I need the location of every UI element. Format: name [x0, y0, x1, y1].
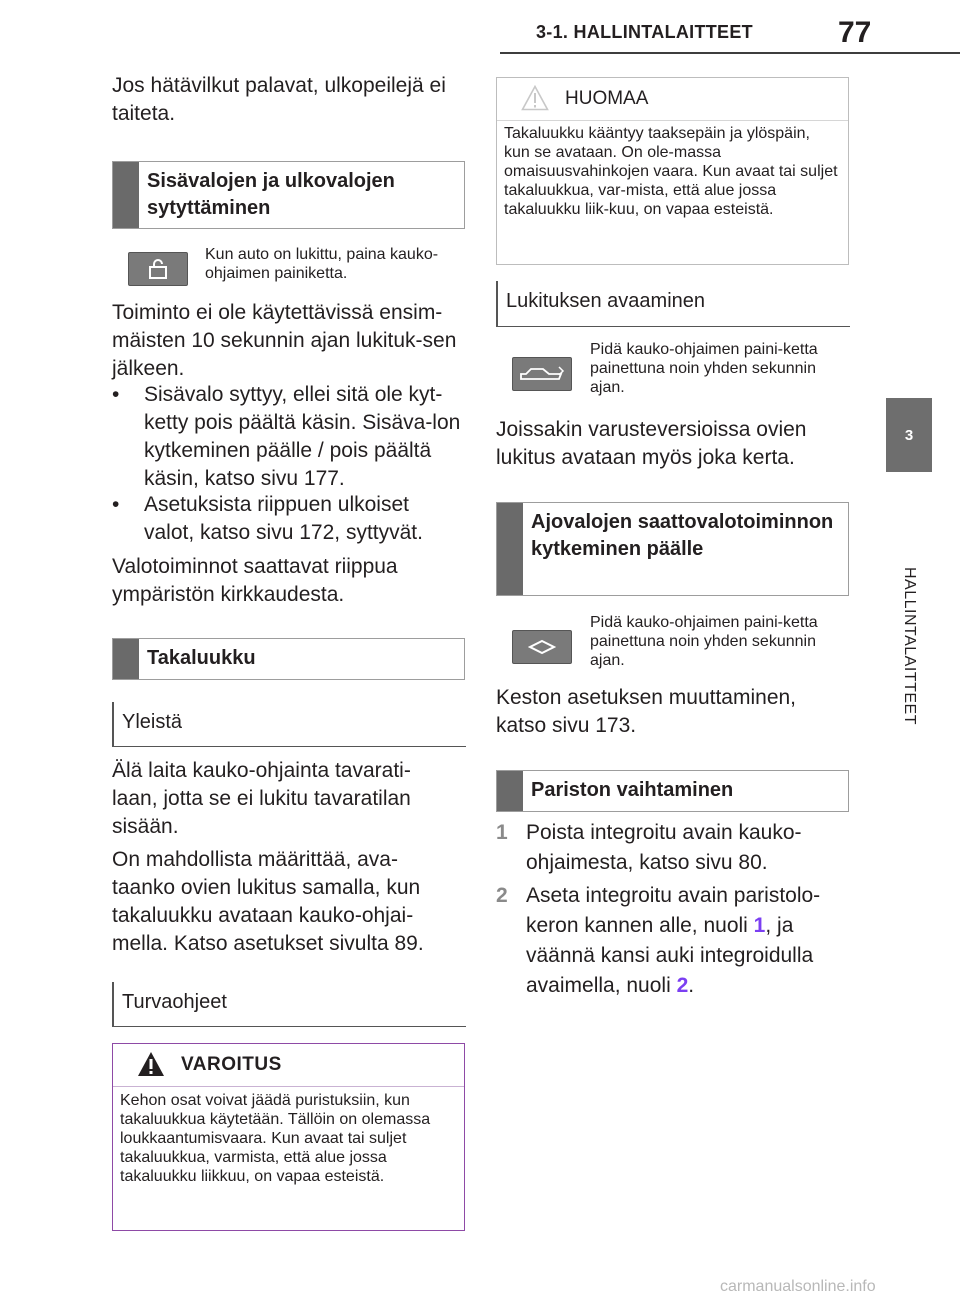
section-heading-battery: [496, 770, 849, 812]
section-header: 3-1. HALLINTALAITTEET: [536, 22, 753, 42]
arrow-number: 2: [676, 974, 689, 997]
caution-triangle-icon: [521, 85, 549, 111]
tailgate-icon: [519, 364, 565, 384]
section-title: Pariston vaihtaminen: [531, 779, 734, 801]
section-title: Sisävalojen ja ulkovalojen sytyttäminen: [147, 170, 395, 219]
heading-bar: [113, 162, 139, 228]
subheading-text: Lukituksen avaaminen: [506, 290, 706, 312]
step-number: 1: [496, 821, 508, 844]
heading-bar: [497, 503, 523, 595]
lock-icon: [147, 258, 169, 280]
step-text-part: , ja väännä kansi auki integroidulla avaimella, nuoli: [526, 914, 814, 997]
section-heading-tailgate: [112, 638, 465, 680]
bullet-text: Sisävalo syttyy, ellei sitä ole kyt-ketty pois päältä käsin. Sisäva-lon kytkeminen päälle / pois päältä käsin, katso sivu 177.: [144, 383, 461, 490]
step-number: 2: [496, 884, 508, 907]
heading-bar: [113, 639, 139, 679]
general-paragraph-1: Älä laita kauko-ohjainta tavarati-laan, jotta se ei lukitu tavaratilan sisään.: [112, 759, 411, 838]
notice-body: Takaluukku kääntyy taaksepäin ja ylöspäin, kun se avataan. On ole-massa omaisuusvahinkojen vaara. Kun avaat tai suljet takaluukkua, var-mista, että alue jossa takaluukku liik-kuu, on vapaa esteistä.: [504, 125, 838, 218]
notice-title-row: [497, 78, 848, 121]
list-item: [112, 381, 462, 493]
warning-triangle-icon: [137, 1051, 165, 1077]
list-item: [112, 491, 462, 547]
subheading-text: Yleistä: [122, 711, 183, 733]
step-text-part: Aseta integroitu avain paristolo-keron kannen alle, nuoli: [526, 884, 821, 937]
headlight-key-image: [512, 630, 572, 664]
lock-key-description: Kun auto on lukittu, paina kauko-ohjaimen painiketta.: [205, 246, 439, 282]
step-text: Poista integroitu avain kauko-ohjaimesta, katso sivu 80.: [526, 821, 802, 874]
section-title: Ajovalojen saattovalotoiminnon kytkeminen päälle: [531, 511, 834, 560]
unlock-paragraph: Joissakin varusteversioissa ovien lukitus avataan myös joka kerta.: [496, 418, 807, 469]
step-text-part: .: [688, 974, 695, 997]
section-heading-lights: [112, 161, 465, 229]
subheading-text: Turvaohjeet: [122, 991, 227, 1013]
lock-key-image: [128, 252, 188, 286]
chapter-tab: 3: [886, 398, 932, 472]
warning-title-row: [113, 1044, 464, 1087]
tailgate-key-description: Pidä kauko-ohjaimen paini-ketta painettuna noin yhden sekunnin ajan.: [590, 341, 818, 396]
step-text: [526, 881, 846, 1001]
tailgate-key-image: [512, 357, 572, 391]
general-paragraph-2: On mahdollista määrittää, ava-taanko ovien lukitus samalla, kun takaluukku avataan kauko-ohjai-mella. Katso asetukset sivulta 89.: [112, 848, 424, 955]
section-heading-headlights: [496, 502, 849, 596]
notice-title: HUOMAA: [565, 88, 649, 109]
page-number: 77: [838, 16, 872, 49]
subheading-safety: [112, 982, 466, 1027]
duration-paragraph: Keston asetuksen muuttaminen, katso sivu 173.: [496, 686, 797, 737]
intro-paragraph: Jos hätävilkut palavat, ulkopeilejä ei taiteta.: [112, 74, 446, 125]
warning-title: VAROITUS: [181, 1054, 282, 1075]
function-paragraph: Toiminto ei ole käytettävissä ensim-mäisten 10 sekunnin ajan lukituk-sen jälkeen.: [112, 301, 457, 380]
header-divider: [500, 52, 960, 54]
light-dependency-paragraph: Valotoiminnot saattavat riippua ympäristön kirkkaudesta.: [112, 555, 398, 606]
bullet-dot: •: [112, 383, 120, 406]
subheading-unlock: [496, 281, 850, 327]
subheading-general: [112, 702, 466, 747]
watermark: carmanualsonline.info: [720, 1278, 876, 1295]
arrow-number: 1: [753, 914, 766, 937]
notice-box: [496, 77, 849, 265]
section-title: Takaluukku: [147, 647, 256, 669]
heading-bar: [497, 771, 523, 811]
headlight-icon: [528, 639, 556, 655]
chapter-side-label: HALLINTALAITTEET: [901, 567, 918, 725]
headlight-key-description: Pidä kauko-ohjaimen paini-ketta painettuna noin yhden sekunnin ajan.: [590, 614, 818, 669]
warning-body: Kehon osat voivat jäädä puristuksiin, kun takaluukkua käytetään. Tällöin on olemassa loukkaantumisvaara. Kun avaat tai suljet takaluukkua, varmista, että alue jossa takaluukku liikkuu, on vapaa esteistä.: [120, 1092, 431, 1185]
warning-box: [112, 1043, 465, 1231]
bullet-dot: •: [112, 493, 120, 516]
bullet-text: Asetuksista riippuen ulkoiset valot, katso sivu 172, syttyvät.: [144, 493, 423, 544]
